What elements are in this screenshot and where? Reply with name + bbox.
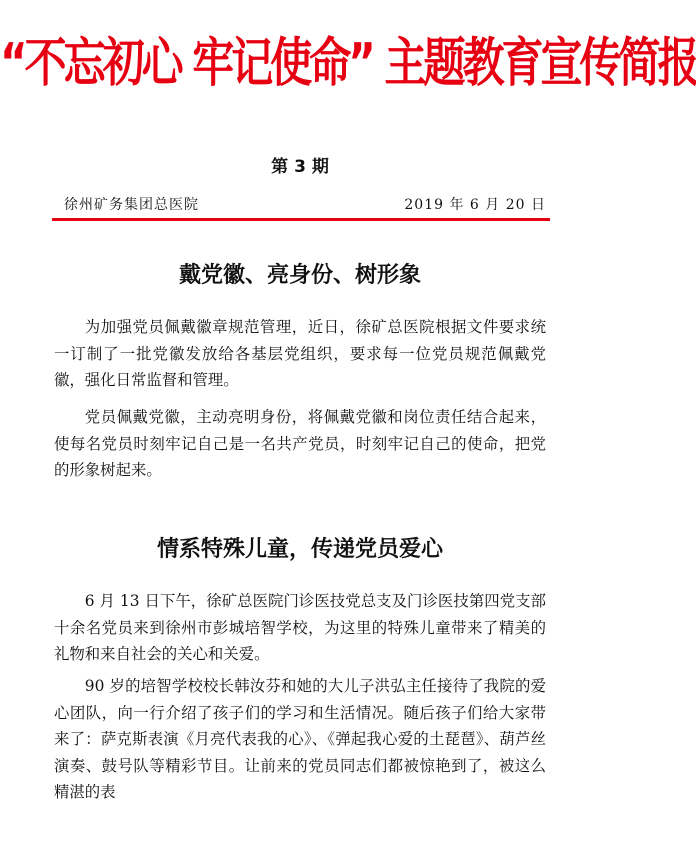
article-2-paragraph-1: 6 月 13 日下午，徐矿总医院门诊医技党总支及门诊医技第四党支部十余名党员来到徐州市彭城培智学校，为这里的特殊儿童带来了精美的礼物和来自社会的关心和关爱。 <box>54 592 546 663</box>
article-1-paragraph-2: 党员佩戴党徽，主动亮明身份，将佩戴党徽和岗位责任结合起来，使每名党员时刻牢记自己是一名共产党员，时刻牢记自己的使命，把党的形象树起来。 <box>54 408 546 479</box>
header-divider <box>52 218 550 221</box>
meta-row <box>64 194 546 218</box>
article-1-paragraph-1: 为加强党员佩戴徽章规范管理，近日，徐矿总医院根据文件要求统一订制了一批党徽发放给各基层党组织，要求每一位党员规范佩戴党徽，强化日常监督和管理。 <box>54 318 546 389</box>
article-2-paragraph-2: 90 岁的培智学校校长韩汝芬和她的大儿子洪弘主任接待了我院的爱心团队，向一行介绍了孩子们的学习和生活情况。随后孩子们给大家带来了：萨克斯表演《月亮代表我的心》、《弹起我心爱的土琵琶》、葫芦丝演奏、鼓号队等精彩节目。让前来的党员同志们都被惊艳到了，被这么精湛的表 <box>54 677 546 801</box>
issue-date: 2019 年 6 月 20 日 <box>404 197 546 213</box>
article-heading-2: 情系特殊儿童，传递党员爱心 <box>156 537 443 562</box>
masthead-title: “不忘初心 牢记使命” 主题教育宣传简报 <box>0 31 696 93</box>
issue-number: 第 3 期 <box>271 157 329 177</box>
article-heading-1: 戴党徽、亮身份、树形象 <box>178 263 421 288</box>
organization-name: 徐州矿务集团总医院 <box>64 197 199 213</box>
